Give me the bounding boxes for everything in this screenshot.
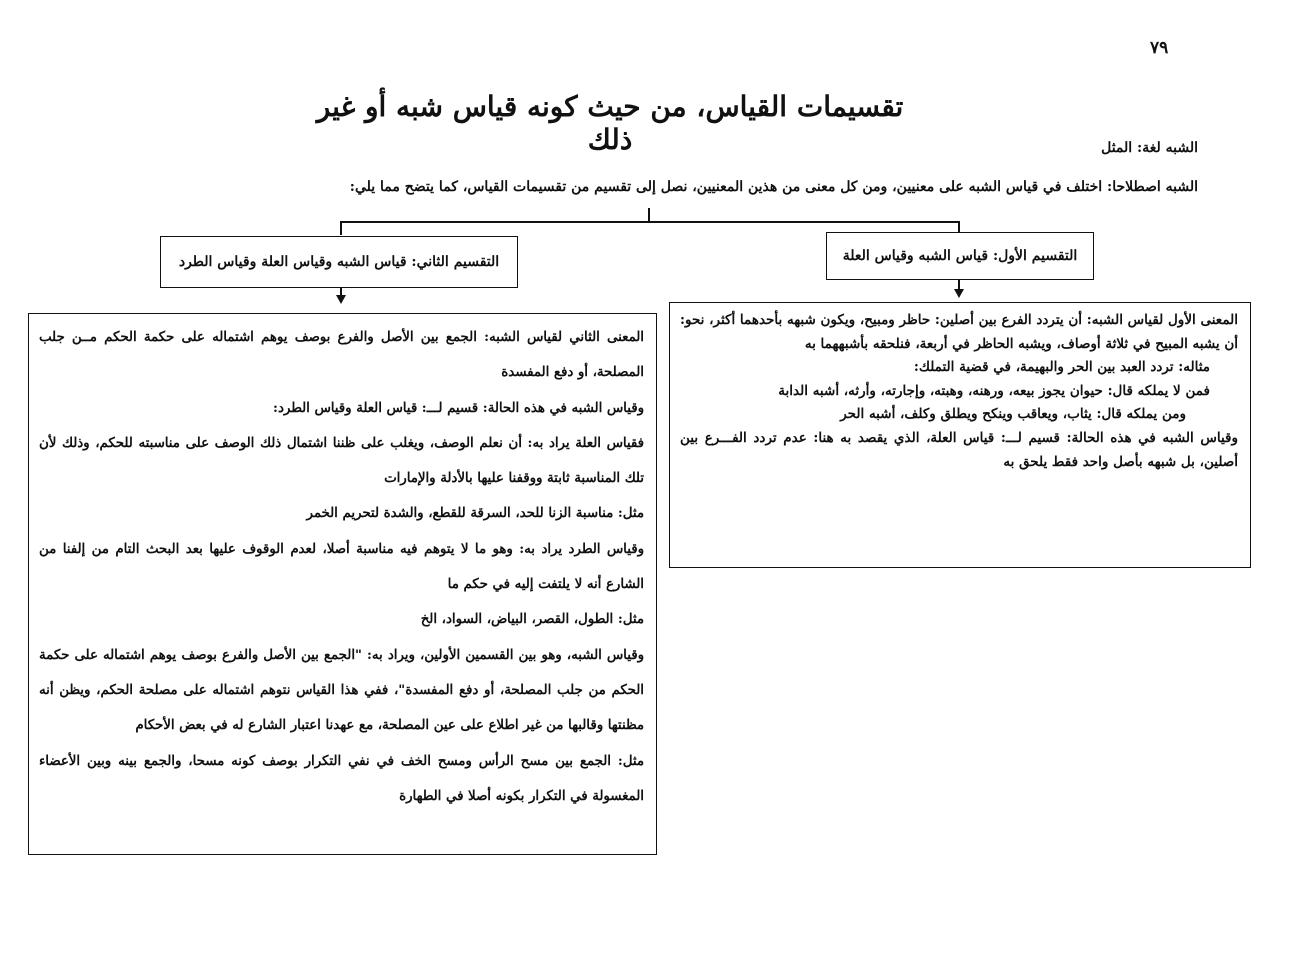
qiyas-shabah-example: مثل: الجمع بين مسح الرأس ومسح الخف في نفي التكرار بوصف كونه مسحا، والجمع بينه وبين الأعضاء المغسولة في التكرار بكونه أصلا في الطهارة	[39, 753, 644, 804]
opinion-ownership: ومن يملكه قال: يثاب، ويعاقب وينكح ويطلق وكلف، أشبه الحر	[840, 406, 1186, 423]
first-division-content	[669, 302, 1251, 568]
second-division-content	[28, 313, 657, 855]
page-number: ٧٩	[1150, 38, 1169, 58]
opinion-no-ownership: فمن لا يملكه قال: حيوان يجوز بيعه، ورهنه، وهبته، وإجارته، وأرثه، أشبه الدابة	[778, 382, 1210, 399]
definition-term: الشبه اصطلاحا: اختلف في قياس الشبه على معنيين، ومن كل معنى من هذين المعنيين، نصل إلى تقسيم من تقسيمات القياس، كما يتضح مما يلي:	[349, 179, 1198, 195]
first-meaning-paragraph: المعنى الأول لقياس الشبه: أن يتردد الفرع بين أصلين: حاظر ومبيح، ويكون شبهه بأحدهما أكثر، نحو: أن يشبه المبيح في ثلاثة أوصاف، ويشبه الحاظر في أربعة، فنلحقه بأشبههما به	[680, 312, 1238, 352]
second-meaning-paragraph: المعنى الثاني لقياس الشبه: الجمع بين الأصل والفرع بوصف يوهم اشتماله على حكمة الحكم مــن جلب المصلحة، أو دفع المفسدة	[39, 330, 644, 381]
arrow-right-head	[954, 289, 964, 298]
page-title: تقسيمات القياس، من حيث كونه قياس شبه أو غير ذلك	[316, 90, 904, 156]
qiyas-shabah-definition: وقياس الشبه، وهو بين القسمين الأولين، ويراد به: "الجمع بين الأصل والفرع بوصف يوهم اشتماله على حكمة الحكم من جلب المصلحة، أو دفع المفسدة"، ففي هذا القياس نتوهم اشتماله على مصلحة الحكم، ويظن أنه مظنتها وقالبها من غير اطلاع على عين المصلحة، مع عهدنا اعتبار الشارع له في بعض الأحكام	[39, 647, 644, 734]
connector-vertical-top	[648, 208, 650, 222]
connector-horizontal	[340, 221, 959, 223]
qiyas-tard-definition: وقياس الطرد يراد به: وهو ما لا يتوهم فيه مناسبة أصلا، لعدم الوقوف عليها بعد البحث التام من إلفنا من الشارع أنه لا يلتفت إليه في حكم ما	[39, 541, 644, 593]
arrow-left-head	[336, 295, 346, 304]
qiyas-illa-definition: فقياس العلة يراد به: أن نعلم الوصف، ويغلب على ظننا اشتمال ذلك الوصف على مناسبته للحكم، وذلك لأن تلك المناسبة ثابتة ووقفنا عليها بالأدلة والإمارات	[39, 435, 644, 487]
second-division-box: التقسيم الثاني: قياس الشبه وقياس العلة وقياس الطرد	[160, 236, 518, 288]
definition-language: الشبه لغة: المثل	[1101, 140, 1198, 156]
first-division-conclusion: وقياس الشبه في هذه الحالة: قسيم لـــ: قياس العلة، الذي يقصد به هنا: عدم تردد الفـــرع بين أصلين، بل شبهه بأصل واحد فقط يلحق به	[680, 429, 1238, 470]
example-paragraph: مثاله: تردد العبد بين الحر والبهيمة، في قضية التملك:	[913, 359, 1210, 376]
connector-left-down	[340, 221, 342, 235]
qiyas-tard-example: مثل: الطول، القصر، البياض، السواد، الخ	[420, 612, 644, 628]
division-statement: وقياس الشبه في هذه الحالة: قسيم لـــ: قياس العلة وقياس الطرد:	[273, 400, 644, 416]
first-division-box: التقسيم الأول: قياس الشبه وقياس العلة	[826, 232, 1094, 280]
connector-right-down	[958, 221, 960, 232]
qiyas-illa-example: مثل: مناسبة الزنا للحد، السرقة للقطع، والشدة لتحريم الخمر	[306, 506, 644, 522]
